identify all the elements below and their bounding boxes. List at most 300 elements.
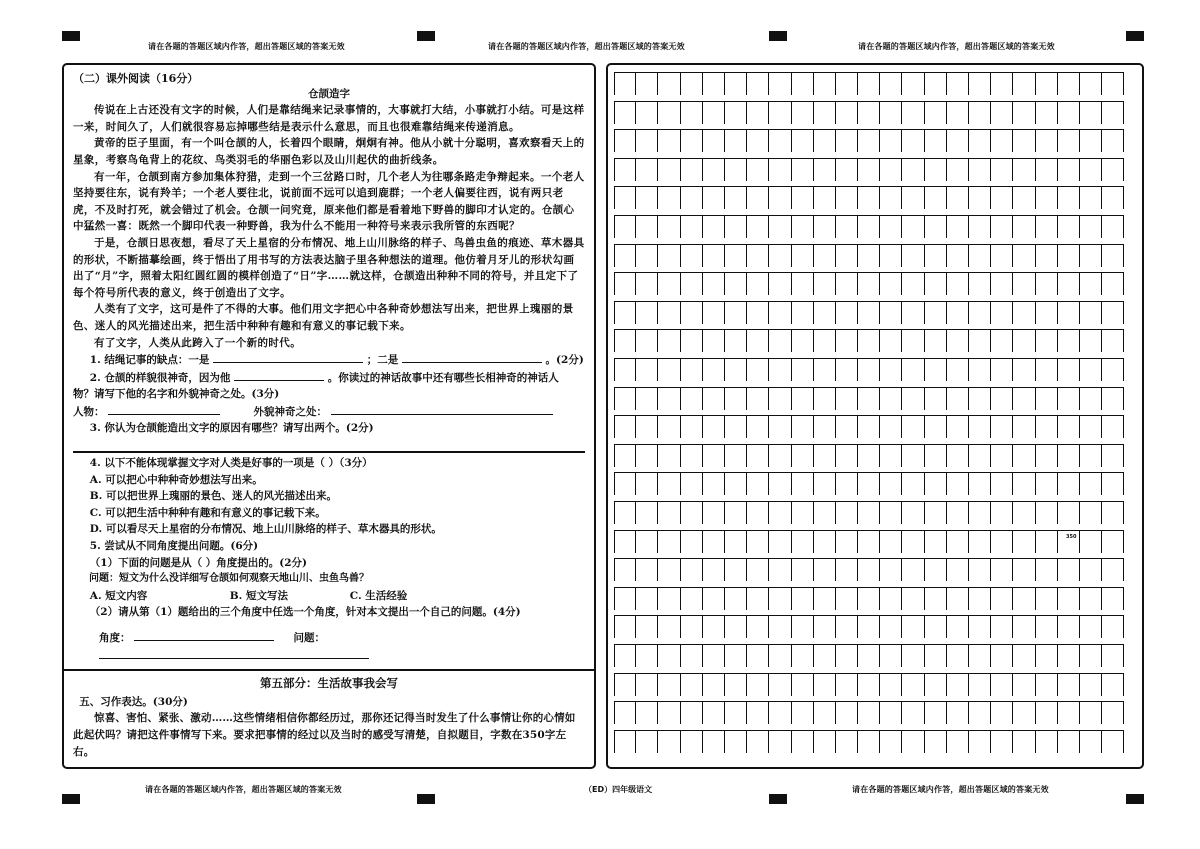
grid-cell[interactable] [1080, 645, 1102, 667]
grid-cell[interactable] [858, 559, 880, 581]
grid-cell[interactable] [658, 302, 680, 324]
grid-cell[interactable] [969, 731, 991, 753]
grid-cell[interactable] [969, 73, 991, 95]
grid-cell[interactable] [1058, 588, 1080, 610]
grid-cell[interactable] [858, 473, 880, 495]
grid-cell[interactable] [836, 588, 858, 610]
grid-cell[interactable] [636, 502, 658, 524]
grid-cell[interactable] [836, 245, 858, 267]
grid-cell[interactable] [769, 645, 791, 667]
grid-cell[interactable] [747, 502, 769, 524]
grid-cell[interactable] [769, 130, 791, 152]
grid-cell[interactable] [1036, 559, 1058, 581]
grid-cell[interactable] [1013, 73, 1035, 95]
grid-cell[interactable] [747, 273, 769, 295]
grid-cell[interactable] [747, 359, 769, 381]
grid-cell[interactable] [1036, 130, 1058, 152]
grid-cell[interactable] [925, 731, 947, 753]
grid-cell[interactable] [614, 731, 636, 753]
grid-cell[interactable] [947, 416, 969, 438]
grid-cell[interactable] [969, 674, 991, 696]
grid-cell[interactable] [947, 330, 969, 352]
grid-cell[interactable] [792, 245, 814, 267]
grid-cell[interactable] [991, 731, 1013, 753]
grid-cell[interactable] [747, 473, 769, 495]
grid-cell[interactable] [703, 73, 725, 95]
grid-row[interactable] [614, 301, 1124, 326]
grid-cell[interactable] [969, 502, 991, 524]
grid-cell[interactable] [858, 359, 880, 381]
grid-cell[interactable] [969, 159, 991, 181]
grid-cell[interactable] [1080, 616, 1102, 638]
grid-cell[interactable] [658, 159, 680, 181]
grid-cell[interactable] [614, 159, 636, 181]
grid-cell[interactable] [1102, 216, 1124, 238]
grid-cell[interactable] [1036, 445, 1058, 467]
grid-cell[interactable] [969, 559, 991, 581]
grid-cell[interactable] [902, 73, 924, 95]
writing-answer-grid[interactable] [606, 63, 1144, 769]
grid-cell[interactable] [925, 102, 947, 124]
grid-cell[interactable] [858, 159, 880, 181]
grid-cell[interactable] [725, 73, 747, 95]
grid-cell[interactable] [658, 645, 680, 667]
grid-cell[interactable] [836, 559, 858, 581]
grid-cell[interactable] [681, 531, 703, 553]
grid-cell[interactable] [947, 502, 969, 524]
grid-cell[interactable] [836, 73, 858, 95]
grid-cell[interactable] [991, 645, 1013, 667]
grid-cell[interactable] [925, 73, 947, 95]
grid-cell[interactable] [858, 445, 880, 467]
grid-cell[interactable] [1013, 559, 1035, 581]
grid-cell[interactable] [880, 302, 902, 324]
grid-row[interactable] [614, 587, 1124, 612]
grid-cell[interactable] [902, 445, 924, 467]
grid-cell[interactable] [1013, 102, 1035, 124]
grid-cell[interactable] [703, 216, 725, 238]
grid-cell[interactable] [747, 245, 769, 267]
grid-cell[interactable] [880, 702, 902, 724]
grid-cell[interactable] [947, 702, 969, 724]
grid-cell[interactable] [747, 674, 769, 696]
grid-cell[interactable] [814, 702, 836, 724]
grid-cell[interactable] [1080, 731, 1102, 753]
grid-cell[interactable] [769, 73, 791, 95]
grid-cell[interactable] [792, 502, 814, 524]
grid-cell[interactable] [636, 388, 658, 410]
q2-answer-blank[interactable] [234, 369, 324, 381]
grid-cell[interactable] [1036, 216, 1058, 238]
grid-cell[interactable] [792, 302, 814, 324]
grid-cell[interactable] [991, 130, 1013, 152]
grid-cell[interactable] [880, 731, 902, 753]
angle-answer-blank[interactable] [134, 629, 274, 641]
grid-cell[interactable] [991, 559, 1013, 581]
grid-cell[interactable] [880, 388, 902, 410]
grid-cell[interactable] [1013, 330, 1035, 352]
grid-cell[interactable] [858, 187, 880, 209]
grid-cell[interactable] [725, 588, 747, 610]
grid-cell[interactable] [658, 216, 680, 238]
grid-cell[interactable] [681, 102, 703, 124]
grid-cell[interactable] [1080, 102, 1102, 124]
grid-cell[interactable] [880, 130, 902, 152]
grid-cell[interactable] [925, 674, 947, 696]
grid-cell[interactable] [1013, 359, 1035, 381]
grid-cell[interactable] [814, 245, 836, 267]
grid-cell[interactable] [614, 245, 636, 267]
grid-cell[interactable] [1102, 559, 1124, 581]
grid-cell[interactable] [769, 416, 791, 438]
grid-cell[interactable] [703, 416, 725, 438]
grid-cell[interactable] [836, 645, 858, 667]
grid-cell[interactable] [747, 159, 769, 181]
grid-cell[interactable] [858, 216, 880, 238]
grid-cell[interactable] [681, 245, 703, 267]
grid-cell[interactable] [725, 130, 747, 152]
grid-cell[interactable] [902, 159, 924, 181]
grid-cell[interactable] [769, 473, 791, 495]
grid-cell[interactable] [1080, 302, 1102, 324]
grid-cell[interactable] [1013, 445, 1035, 467]
grid-cell[interactable] [902, 330, 924, 352]
grid-cell[interactable] [925, 616, 947, 638]
grid-cell[interactable] [880, 502, 902, 524]
grid-cell[interactable] [858, 330, 880, 352]
grid-cell[interactable] [902, 702, 924, 724]
grid-cell[interactable] [769, 702, 791, 724]
grid-cell[interactable] [792, 130, 814, 152]
grid-cell[interactable] [681, 388, 703, 410]
grid-cell[interactable] [1036, 645, 1058, 667]
grid-cell[interactable] [947, 159, 969, 181]
grid-cell[interactable] [769, 588, 791, 610]
grid-cell[interactable] [725, 359, 747, 381]
grid-cell[interactable] [969, 388, 991, 410]
grid-cell[interactable] [947, 102, 969, 124]
grid-cell[interactable] [925, 388, 947, 410]
grid-cell[interactable] [902, 359, 924, 381]
grid-cell[interactable] [1013, 531, 1035, 553]
grid-cell[interactable] [814, 73, 836, 95]
grid-cell[interactable] [792, 588, 814, 610]
grid-cell[interactable] [681, 616, 703, 638]
grid-cell[interactable] [614, 445, 636, 467]
grid-cell[interactable] [814, 330, 836, 352]
grid-cell[interactable] [880, 245, 902, 267]
q1-answer-blank-1[interactable] [213, 351, 363, 363]
grid-cell[interactable] [991, 159, 1013, 181]
grid-cell[interactable] [747, 616, 769, 638]
grid-cell[interactable] [1102, 531, 1124, 553]
question-answer-blank[interactable] [99, 647, 369, 659]
grid-cell[interactable] [658, 445, 680, 467]
grid-cell[interactable] [792, 159, 814, 181]
grid-cell[interactable] [902, 616, 924, 638]
grid-cell[interactable] [681, 731, 703, 753]
grid-cell[interactable] [636, 102, 658, 124]
grid-cell[interactable] [814, 502, 836, 524]
grid-cell[interactable] [658, 731, 680, 753]
grid-cell[interactable] [969, 102, 991, 124]
grid-cell[interactable] [836, 531, 858, 553]
grid-cell[interactable] [991, 445, 1013, 467]
grid-cell[interactable] [1058, 445, 1080, 467]
grid-cell[interactable] [747, 130, 769, 152]
grid-cell[interactable] [703, 330, 725, 352]
grid-cell[interactable] [947, 273, 969, 295]
grid-cell[interactable] [636, 674, 658, 696]
grid-cell[interactable] [969, 302, 991, 324]
grid-cell[interactable] [836, 731, 858, 753]
grid-cell[interactable] [769, 187, 791, 209]
grid-cell[interactable] [1080, 187, 1102, 209]
grid-cell[interactable] [681, 502, 703, 524]
grid-cell[interactable] [725, 273, 747, 295]
grid-cell[interactable] [991, 702, 1013, 724]
grid-cell[interactable] [747, 445, 769, 467]
grid-cell[interactable] [703, 645, 725, 667]
grid-cell[interactable] [1058, 187, 1080, 209]
grid-cell[interactable] [725, 616, 747, 638]
grid-cell[interactable] [1036, 674, 1058, 696]
grid-cell[interactable] [614, 616, 636, 638]
feature-answer-blank[interactable] [331, 403, 553, 415]
grid-cell[interactable] [814, 273, 836, 295]
grid-cell[interactable] [636, 359, 658, 381]
grid-cell[interactable] [814, 445, 836, 467]
grid-cell[interactable] [902, 588, 924, 610]
grid-cell[interactable] [858, 731, 880, 753]
grid-cell[interactable] [925, 216, 947, 238]
grid-cell[interactable] [902, 531, 924, 553]
grid-cell[interactable] [925, 445, 947, 467]
grid-cell[interactable] [1102, 645, 1124, 667]
grid-cell[interactable] [703, 531, 725, 553]
grid-cell[interactable] [703, 473, 725, 495]
grid-row[interactable] [614, 472, 1124, 497]
grid-cell[interactable] [1102, 388, 1124, 410]
grid-cell[interactable] [1036, 702, 1058, 724]
grid-cell[interactable] [836, 359, 858, 381]
grid-cell[interactable] [614, 130, 636, 152]
grid-cell[interactable] [1036, 273, 1058, 295]
grid-cell[interactable] [1036, 731, 1058, 753]
grid-cell[interactable] [614, 559, 636, 581]
grid-cell[interactable] [636, 702, 658, 724]
grid-cell[interactable] [681, 73, 703, 95]
grid-cell[interactable] [636, 445, 658, 467]
grid-cell[interactable] [947, 674, 969, 696]
grid-cell[interactable] [1036, 531, 1058, 553]
grid-cell[interactable] [814, 159, 836, 181]
grid-cell[interactable] [1013, 731, 1035, 753]
grid-cell[interactable] [1013, 702, 1035, 724]
grid-cell[interactable] [991, 216, 1013, 238]
grid-cell[interactable] [1102, 73, 1124, 95]
grid-cell[interactable] [947, 731, 969, 753]
grid-cell[interactable] [769, 302, 791, 324]
grid-cell[interactable] [747, 388, 769, 410]
grid-cell[interactable] [725, 416, 747, 438]
grid-cell[interactable] [814, 416, 836, 438]
grid-cell[interactable] [636, 416, 658, 438]
grid-cell[interactable] [991, 273, 1013, 295]
grid-cell[interactable] [658, 73, 680, 95]
grid-cell[interactable] [1058, 702, 1080, 724]
grid-cell[interactable] [1058, 731, 1080, 753]
grid-cell[interactable] [658, 674, 680, 696]
grid-cell[interactable] [947, 302, 969, 324]
grid-cell[interactable] [703, 588, 725, 610]
grid-cell[interactable] [836, 330, 858, 352]
grid-cell[interactable] [725, 302, 747, 324]
grid-cell[interactable] [614, 187, 636, 209]
grid-row[interactable] [614, 673, 1124, 698]
grid-cell[interactable] [880, 645, 902, 667]
grid-cell[interactable] [969, 245, 991, 267]
grid-cell[interactable] [991, 416, 1013, 438]
grid-cell[interactable] [636, 731, 658, 753]
grid-cell[interactable] [814, 645, 836, 667]
grid-cell[interactable] [636, 616, 658, 638]
grid-cell[interactable] [703, 731, 725, 753]
grid-cell[interactable] [947, 445, 969, 467]
grid-cell[interactable] [836, 273, 858, 295]
grid-cell[interactable] [1013, 674, 1035, 696]
grid-cell[interactable] [902, 388, 924, 410]
grid-cell[interactable] [681, 559, 703, 581]
grid-cell[interactable] [1102, 473, 1124, 495]
grid-cell[interactable] [925, 187, 947, 209]
grid-cell[interactable] [991, 502, 1013, 524]
grid-cell[interactable] [636, 531, 658, 553]
grid-cell[interactable] [1080, 559, 1102, 581]
grid-row[interactable] [614, 215, 1124, 240]
grid-cell[interactable] [880, 588, 902, 610]
grid-cell[interactable] [614, 73, 636, 95]
grid-cell[interactable] [880, 102, 902, 124]
grid-cell[interactable] [1058, 645, 1080, 667]
grid-cell[interactable] [991, 330, 1013, 352]
grid-cell[interactable] [1058, 388, 1080, 410]
grid-cell[interactable] [769, 616, 791, 638]
grid-cell[interactable] [636, 187, 658, 209]
grid-cell[interactable] [1080, 445, 1102, 467]
grid-row[interactable] [614, 272, 1124, 297]
grid-cell[interactable] [1080, 159, 1102, 181]
grid-cell[interactable] [925, 130, 947, 152]
grid-cell[interactable] [925, 473, 947, 495]
grid-row[interactable] [614, 444, 1124, 469]
grid-cell[interactable] [947, 588, 969, 610]
grid-cell[interactable] [1080, 330, 1102, 352]
grid-cell[interactable] [614, 473, 636, 495]
grid-cell[interactable] [792, 388, 814, 410]
grid-cell[interactable] [769, 330, 791, 352]
grid-cell[interactable] [636, 645, 658, 667]
grid-cell[interactable] [969, 273, 991, 295]
grid-cell[interactable] [836, 187, 858, 209]
grid-cell[interactable] [947, 245, 969, 267]
grid-cell[interactable] [1036, 302, 1058, 324]
grid-cell[interactable] [703, 445, 725, 467]
grid-cell[interactable] [1013, 645, 1035, 667]
grid-cell[interactable] [636, 330, 658, 352]
grid-cell[interactable] [1102, 302, 1124, 324]
grid-cell[interactable] [947, 645, 969, 667]
grid-cell[interactable] [614, 216, 636, 238]
grid-cell[interactable] [792, 273, 814, 295]
grid-cell[interactable] [614, 416, 636, 438]
grid-row[interactable] [614, 129, 1124, 154]
grid-cell[interactable] [991, 588, 1013, 610]
grid-row[interactable] [614, 186, 1124, 211]
grid-cell[interactable] [836, 674, 858, 696]
grid-cell[interactable] [925, 330, 947, 352]
grid-cell[interactable] [902, 502, 924, 524]
grid-cell[interactable] [814, 531, 836, 553]
grid-cell[interactable] [991, 674, 1013, 696]
grid-cell[interactable] [1058, 273, 1080, 295]
grid-cell[interactable] [792, 73, 814, 95]
grid-cell[interactable] [703, 273, 725, 295]
grid-cell[interactable] [1058, 245, 1080, 267]
grid-row[interactable] [614, 329, 1124, 354]
grid-cell[interactable] [792, 216, 814, 238]
grid-cell[interactable] [1036, 330, 1058, 352]
grid-cell[interactable] [1058, 473, 1080, 495]
grid-cell[interactable] [925, 588, 947, 610]
grid-cell[interactable] [747, 531, 769, 553]
grid-cell[interactable] [725, 531, 747, 553]
grid-cell[interactable] [792, 702, 814, 724]
grid-cell[interactable] [1058, 416, 1080, 438]
grid-cell[interactable] [814, 473, 836, 495]
grid-cell[interactable] [658, 616, 680, 638]
grid-cell[interactable] [769, 445, 791, 467]
grid-cell[interactable] [1102, 159, 1124, 181]
grid-cell[interactable] [947, 531, 969, 553]
grid-cell[interactable] [747, 216, 769, 238]
grid-cell[interactable] [902, 645, 924, 667]
grid-cell[interactable] [880, 531, 902, 553]
grid-cell[interactable] [880, 159, 902, 181]
grid-cell[interactable] [792, 531, 814, 553]
grid-cell[interactable] [880, 559, 902, 581]
grid-cell[interactable] [902, 731, 924, 753]
grid-cell[interactable] [1013, 616, 1035, 638]
grid-cell[interactable] [814, 302, 836, 324]
grid-cell[interactable] [947, 359, 969, 381]
grid-cell[interactable] [1102, 245, 1124, 267]
grid-cell[interactable] [902, 216, 924, 238]
grid-cell[interactable] [880, 416, 902, 438]
grid-cell[interactable] [902, 416, 924, 438]
grid-cell[interactable] [747, 102, 769, 124]
grid-cell[interactable] [681, 159, 703, 181]
grid-cell[interactable] [747, 731, 769, 753]
grid-cell[interactable] [681, 645, 703, 667]
grid-row[interactable] [614, 244, 1124, 269]
grid-cell[interactable] [703, 159, 725, 181]
grid-cell[interactable] [902, 102, 924, 124]
grid-cell[interactable] [1058, 330, 1080, 352]
grid-cell[interactable] [902, 245, 924, 267]
grid-row[interactable] [614, 730, 1124, 755]
grid-cell[interactable] [969, 531, 991, 553]
